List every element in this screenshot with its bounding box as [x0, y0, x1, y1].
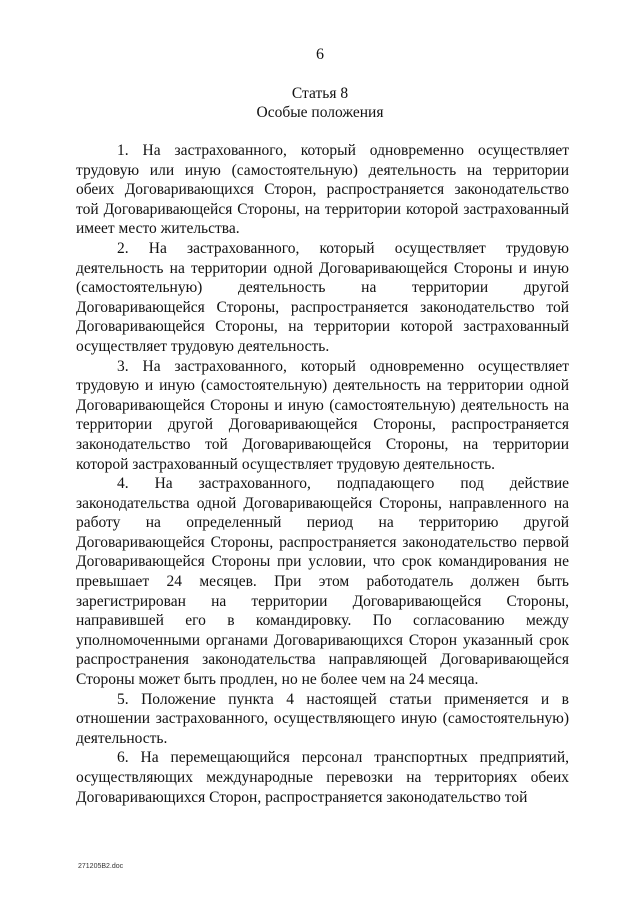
paragraph-3: 3. На застрахованного, который одновременно осуществляет трудовую и иную (самостоятельную) деятельность на территории одной Договаривающейся Стороны и иную (самостоятельную) деятельность на территории другой Договаривающейся Стороны, распространяется законодательство той Договаривающейся Стороны, на территории которой застрахованный осуществляет трудовую деятельность. [76, 357, 569, 473]
article-title: Статья 8 [291, 85, 349, 102]
paragraph-1: 1. На застрахованного, который одновременно осуществляет трудовую или иную (самостоятельную) деятельность на территории обеих Договаривающихся Сторон, распространяется законодательство той Договаривающейся Стороны, на территории которой застрахованный имеет место жительства. [76, 142, 569, 238]
paragraph-5: 5. Положение пункта 4 настоящей статьи применяется и в отношении застрахованного, осуществляющего иную (самостоятельную) деятельность. [76, 690, 569, 747]
paragraph-4: 4. На застрахованного, подпадающего под действие законодательства одной Договаривающейся Стороны, направленного на работу на определенный период на территорию другой Договаривающейся Стороны, распространяется законодательство первой Договаривающейся Стороны при условии, что срок командирования не превышает 24 месяцев. При этом работодатель должен быть зарегистрирован на территории Договаривающейся Стороны, направившей его в командировку. По согласованию между уполномоченными органами Договаривающихся Сторон указанный срок распространения законодательства направляющей Договаривающейся Стороны может быть продлен, но не более чем на 24 месяца. [76, 475, 569, 689]
article-heading [0, 84, 640, 122]
page-number: 6 [316, 46, 324, 63]
file-name-footer: 271205В2.doc [78, 863, 124, 870]
paragraph-6: 6. На перемещающийся персонал транспортных предприятий, осуществляющих международные перевозки на территориях обеих Договаривающихся Сторон, распространяется законодательство той [76, 749, 569, 806]
article-body [76, 141, 569, 807]
article-subtitle: Особые положения [256, 104, 384, 121]
paragraph-2: 2. На застрахованного, который осуществляет трудовую деятельность на территории одной Договаривающейся Стороны и иную (самостоятельную) деятельность на территории другой Договаривающейся Стороны, распространяется законодательство той Договаривающейся Стороны, на территории которой застрахованный осуществляет трудовую деятельность. [76, 239, 569, 355]
